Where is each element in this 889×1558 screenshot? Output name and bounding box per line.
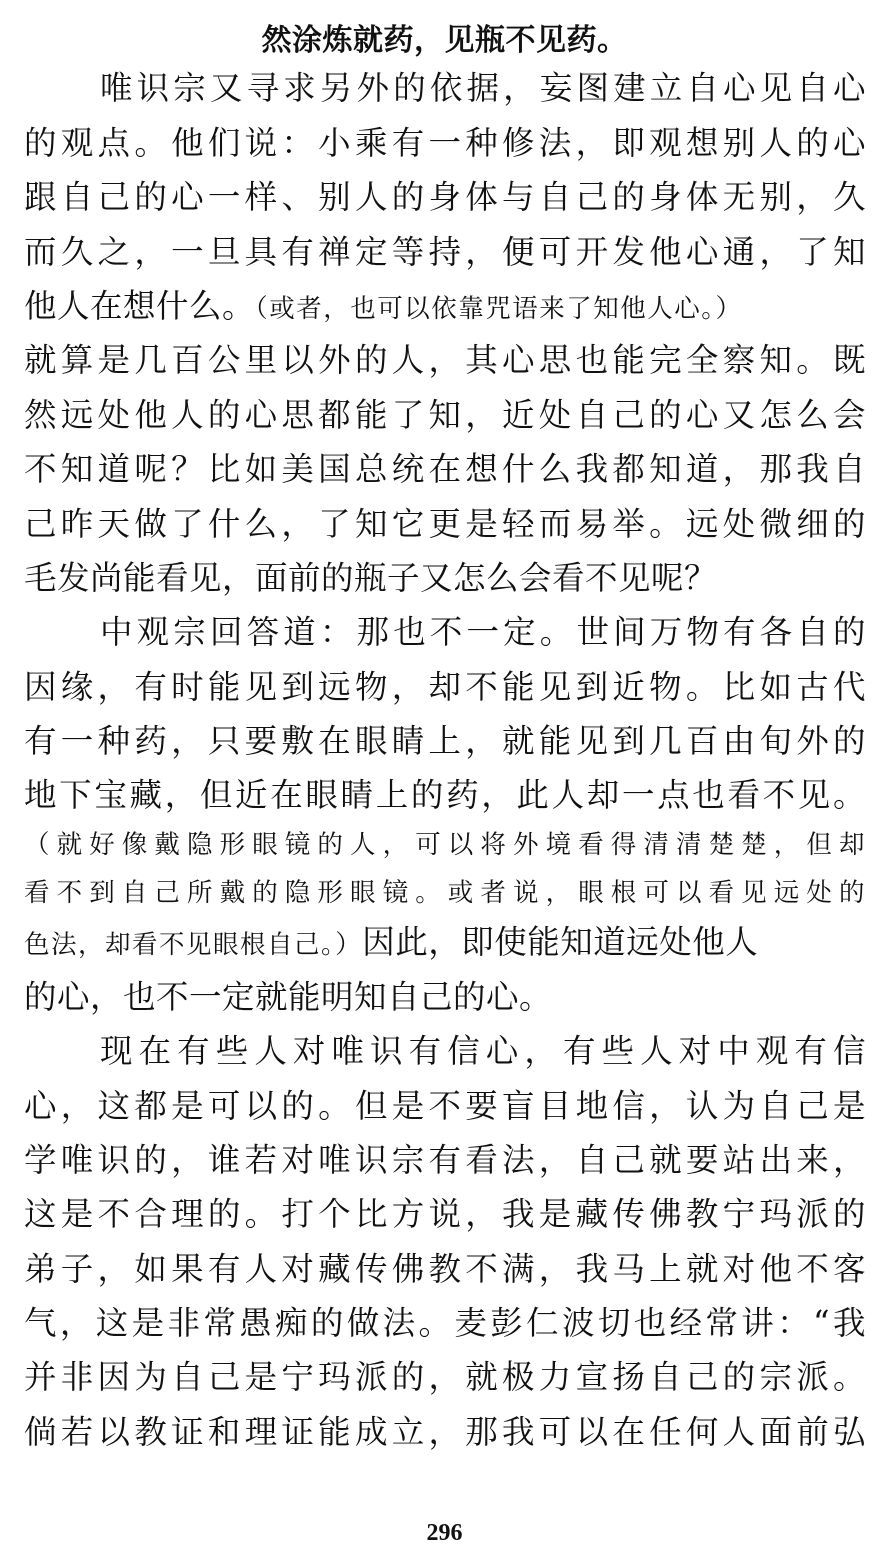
text-line: 倘若以教证和理证能成立，那我可以在任何人面前弘 bbox=[24, 1413, 866, 1451]
text-fragment: 因此，即使能知道远处他人 bbox=[362, 923, 759, 961]
annotation-line: 看不到自己所戴的隐形眼镜。或者说，眼根可以看见远处的 bbox=[24, 878, 866, 908]
text-line: 毛发尚能看见，面前的瓶子又怎么会看不见呢？ bbox=[24, 559, 718, 597]
annotation-text: （或者，也可以依靠咒语来了知他人心。） bbox=[255, 294, 743, 324]
text-fragment: 他人在想什么。 bbox=[24, 287, 256, 325]
text-line: 这是不合理的。打个比方说，我是藏传佛教宁玛派的 bbox=[24, 1195, 866, 1233]
text-line: 弟子，如果有人对藏传佛教不满，我马上就对他不客 bbox=[24, 1250, 866, 1288]
text-line: 地下宝藏，但近在眼睛上的药，此人却一点也看不见。 bbox=[24, 776, 866, 814]
text-line: 心，这都是可以的。但是不要盲目地信，认为自己是 bbox=[24, 1087, 866, 1125]
text-line: 而久之，一旦具有禅定等持，便可开发他心通，了知 bbox=[24, 233, 866, 271]
text-line: 因缘，有时能见到远物，却不能见到近物。比如古代 bbox=[24, 668, 866, 706]
text-line: 唯识宗又寻求另外的依据，妄图建立自心见自心 bbox=[100, 69, 866, 107]
annotation-text: 色法，却看不见眼根自己。） bbox=[24, 930, 363, 960]
page-number: 296 bbox=[426, 1520, 463, 1546]
text-line: 学唯识的，谁若对唯识宗有看法，自己就要站出来， bbox=[24, 1141, 866, 1179]
text-line-mixed bbox=[24, 279, 866, 333]
text-line: 己昨天做了什么，了知它更是轻而易举。远处微细的 bbox=[24, 505, 866, 543]
annotation-line: （就好像戴隐形眼镜的人，可以将外境看得清清楚楚，但却 bbox=[24, 830, 866, 860]
text-line: 然远处他人的心思都能了知，近处自己的心又怎么会 bbox=[24, 396, 866, 434]
text-line: 不知道呢？比如美国总统在想什么我都知道，那我自 bbox=[24, 450, 866, 488]
continued-heading-line: 然涂炼就药，见瓶不见药。 bbox=[261, 23, 628, 58]
text-line: 就算是几百公里以外的人，其心思也能完全察知。既 bbox=[24, 341, 866, 379]
text-line: 中观宗回答道：那也不一定。世间万物有各自的 bbox=[100, 613, 866, 651]
text-line-mixed bbox=[24, 915, 866, 969]
text-line: 气，这是非常愚痴的做法。麦彭仁波切也经常讲：“我 bbox=[24, 1304, 866, 1342]
text-line: 现在有些人对唯识有信心，有些人对中观有信 bbox=[100, 1032, 866, 1070]
text-line: 有一种药，只要敷在眼睛上，就能见到几百由旬外的 bbox=[24, 722, 866, 760]
text-line: 的观点。他们说：小乘有一种修法，即观想别人的心 bbox=[24, 124, 866, 162]
text-line: 并非因为自己是宁玛派的，就极力宣扬自己的宗派。 bbox=[24, 1358, 866, 1396]
text-line: 跟自己的心一样、别人的身体与自己的身体无别，久 bbox=[24, 178, 866, 216]
text-line: 的心，也不一定就能明知自己的心。 bbox=[24, 978, 553, 1016]
